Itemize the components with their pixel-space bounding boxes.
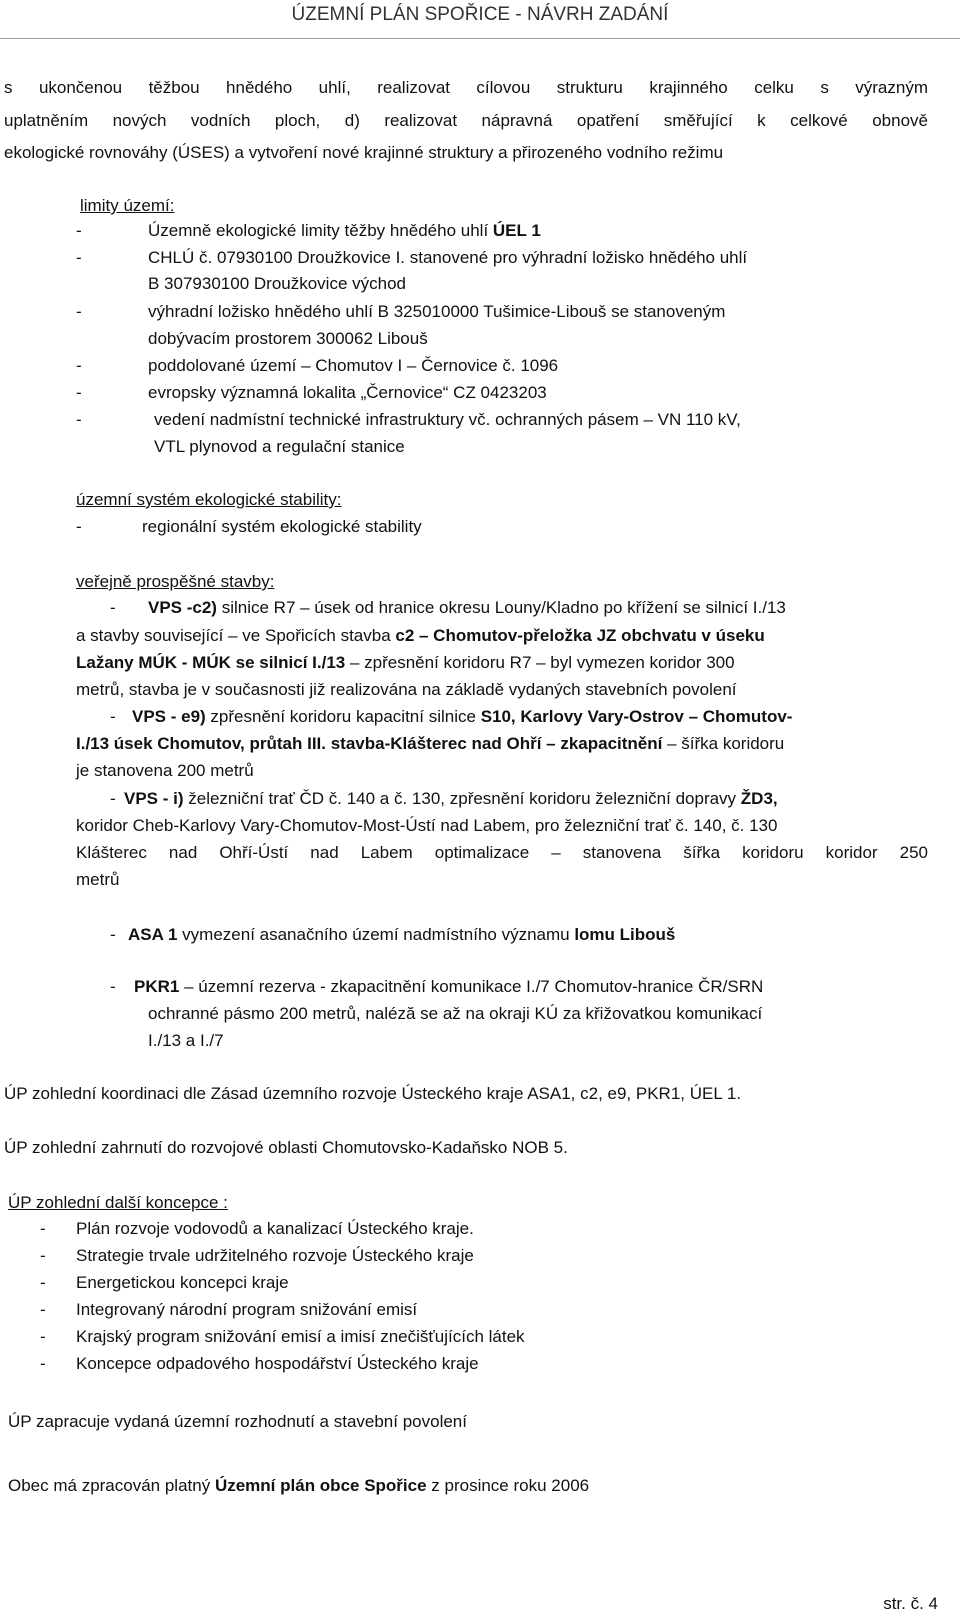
vps-i-line: VPS - i) železniční trať ČD č. 140 a č. 130, zpřesnění koridoru železniční dopravy ŽD3, xyxy=(124,789,778,808)
limit-item-6-cont: VTL plynovod a regulační stanice xyxy=(154,437,405,456)
intro-line-3: ekologické rovnováhy (ÚSES) a vytvoření nové krajinné struktury a přirozeného vodního režimu xyxy=(4,143,724,162)
header-divider xyxy=(0,38,960,39)
vps-i-line-2: koridor Cheb-Karlovy Vary-Chomutov-Most-Ústí nad Labem, pro železniční trať č. 140, č. 130 xyxy=(76,816,778,835)
limit-item-4: poddolované území – Chomutov I – Černovice č. 1096 xyxy=(148,356,559,375)
vps-e9-line-2: I./13 úsek Chomutov, průtah III. stavba-Klášterec nad Ohří – zkapacitnění – šířka koridoru xyxy=(76,734,785,753)
pkr-line: PKR1 – územní rezerva - zkapacitnění komunikace I./7 Chomutov-hranice ČR/SRN xyxy=(134,977,764,996)
uses-heading: územní systém ekologické stability: xyxy=(76,490,342,509)
bullet-dash: - xyxy=(76,383,82,402)
uses-item: regionální systém ekologické stability xyxy=(142,517,422,536)
bullet-dash: - xyxy=(76,410,82,429)
bullet-dash: - xyxy=(110,977,116,996)
limit-item-3: výhradní ložisko hnědého uhlí B 325010000 Tušimice-Libouš se stanoveným xyxy=(148,302,726,321)
bullet-dash: - xyxy=(40,1327,46,1346)
bullet-dash: - xyxy=(40,1219,46,1238)
page-header: ÚZEMNÍ PLÁN SPOŘICE - NÁVRH ZADÁNÍ xyxy=(291,4,669,25)
vps-c2-line-2: a stavby související – ve Spořicích stavba c2 – Chomutov-přeložka JZ obchvatu v úseku xyxy=(76,626,765,645)
pkr-line-3: I./13 a I./7 xyxy=(148,1031,224,1050)
limits-heading: limity území: xyxy=(80,196,175,215)
vps-c2-line-4: metrů, stavba je v současnosti již realizována na základě vydaných stavebních povolení xyxy=(76,680,737,699)
concept-item: Energetickou koncepci kraje xyxy=(76,1273,289,1292)
limit-item-6: vedení nadmístní technické infrastruktury vč. ochranných pásem – VN 110 kV, xyxy=(154,410,741,429)
concept-item: Koncepce odpadového hospodářství Ústeckého kraje xyxy=(76,1354,479,1373)
page-number: str. č. 4 xyxy=(883,1594,938,1613)
vps-c2-line-3: Lažany MÚK - MÚK se silnicí I./13 – zpřesnění koridoru R7 – byl vymezen koridor 300 xyxy=(76,653,735,672)
vps-i-line-4: metrů xyxy=(76,870,120,889)
limit-item-3-cont: dobývacím prostorem 300062 Libouš xyxy=(148,329,428,348)
limit-item-2-cont: B 307930100 Droužkovice východ xyxy=(148,274,406,293)
bullet-dash: - xyxy=(40,1273,46,1292)
paragraph-existing-plan: Obec má zpracován platný Územní plán obce Spořice z prosince roku 2006 xyxy=(8,1476,590,1495)
bullet-dash: - xyxy=(76,248,82,267)
concept-item: Integrovaný národní program snižování emisí xyxy=(76,1300,418,1319)
bullet-dash: - xyxy=(76,221,82,240)
limit-item-5: evropsky významná lokalita „Černovice“ CZ 0423203 xyxy=(148,383,547,402)
bullet-dash: - xyxy=(40,1246,46,1265)
concept-item: Krajský program snižování emisí a imisí znečišťujících látek xyxy=(76,1327,525,1346)
paragraph-development-area: ÚP zohlední zahrnutí do rozvojové oblasti Chomutovsko-Kadaňsko NOB 5. xyxy=(4,1138,568,1157)
bullet-dash: - xyxy=(110,789,116,808)
bullet-dash: - xyxy=(110,707,116,726)
paragraph-coordination: ÚP zohlední koordinaci dle Zásad územního rozvoje Ústeckého kraje ASA1, c2, e9, PKR1, ÚEL 1. xyxy=(4,1084,742,1103)
vps-heading: veřejně prospěšné stavby: xyxy=(76,572,275,591)
bullet-dash: - xyxy=(40,1300,46,1319)
vps-c2-line: VPS -c2) silnice R7 – úsek od hranice okresu Louny/Kladno po křížení se silnicí I./13 xyxy=(148,598,786,617)
limit-item-1: Územně ekologické limity těžby hnědého uhlí ÚEL 1 xyxy=(148,221,541,240)
vps-e9-line: VPS - e9) zpřesnění koridoru kapacitní silnice S10, Karlovy Vary-Ostrov – Chomutov- xyxy=(132,707,793,726)
intro-line-1: s ukončenou těžbou hnědého uhlí, realizovat cílovou strukturu krajinného celku s výrazným xyxy=(4,78,928,97)
vps-e9-line-3: je stanovena 200 metrů xyxy=(76,761,254,780)
bullet-dash: - xyxy=(76,302,82,321)
vps-i-line-3: Klášterec nad Ohří-Ústí nad Labem optimalizace – stanovena šířka koridoru koridor 250 xyxy=(76,843,928,862)
bullet-dash: - xyxy=(76,517,82,536)
bullet-dash: - xyxy=(76,356,82,375)
concept-item: Strategie trvale udržitelného rozvoje Ústeckého kraje xyxy=(76,1246,474,1265)
limit-item-2: CHLÚ č. 07930100 Droužkovice I. stanovené pro výhradní ložisko hnědého uhlí xyxy=(148,248,748,267)
paragraph-decisions: ÚP zapracuje vydaná územní rozhodnutí a stavební povolení xyxy=(8,1412,467,1431)
concepts-heading: ÚP zohlední další koncepce : xyxy=(8,1193,228,1212)
concept-item: Plán rozvoje vodovodů a kanalizací Ústeckého kraje. xyxy=(76,1219,474,1238)
pkr-line-2: ochranné pásmo 200 metrů, naléză se až na okraji KÚ za křižovatkou komunikací xyxy=(148,1004,763,1023)
bullet-dash: - xyxy=(110,598,116,617)
asa-line: ASA 1 vymezení asanačního území nadmístního významu lomu Libouš xyxy=(128,925,676,944)
bullet-dash: - xyxy=(40,1354,46,1373)
intro-line-2: uplatněním nových vodních ploch, d) realizovat nápravná opatření směřující k celkové obnově xyxy=(4,111,928,130)
bullet-dash: - xyxy=(110,925,116,944)
